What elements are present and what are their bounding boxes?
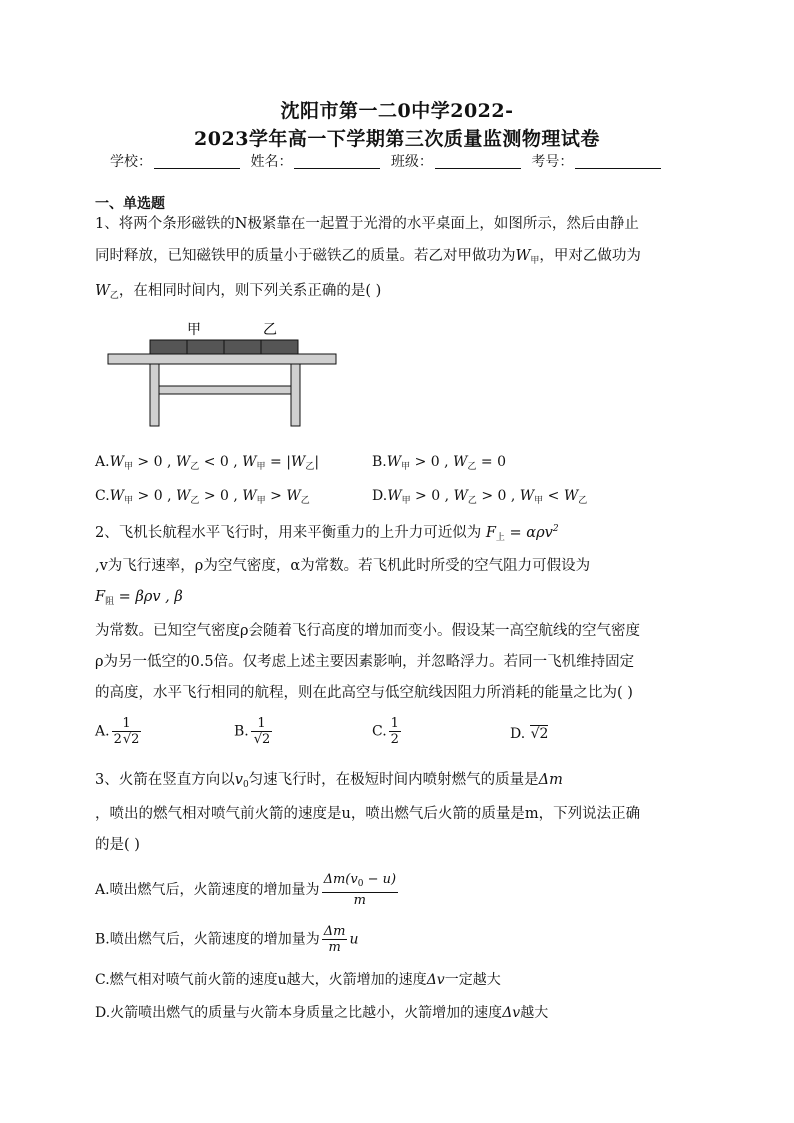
figure-label-jia: 甲 — [187, 322, 201, 338]
q3-line1: 3、火箭在竖直方向以$v_0$匀速飞行时，在极短时间内喷射燃气的质量是Δm — [95, 772, 563, 790]
table-top — [108, 354, 336, 364]
exam-title-line1: 沈阳市第一二0中学2022- — [280, 100, 514, 122]
magnet-table-figure — [105, 320, 340, 432]
name-blank[interactable] — [294, 154, 380, 169]
student-info-line — [110, 151, 710, 171]
q3-option-d[interactable]: D.火箭喷出燃气的质量与火箭本身质量之比越小，火箭增加的速度Δv越大 — [95, 1005, 549, 1021]
name-label: 姓名： — [250, 154, 293, 170]
q2-line4: 为常数。已知空气密度ρ会随着飞行高度的增加而变小。假设某一高空航线的空气密度 — [95, 623, 641, 639]
q2-line2: ,v为飞行速率，ρ为空气密度，α为常数。若飞机此时所受的空气阻力可假设为 — [95, 558, 591, 574]
q1-option-c[interactable]: $C.W_甲 > 0$ , $W_乙 > 0$ , $W_甲 > W_乙$ — [95, 488, 310, 506]
school-label: 学校： — [110, 154, 152, 170]
q2-option-b[interactable]: B. $\frac{1}{√2}$ — [234, 716, 271, 747]
table-crossbar — [159, 386, 291, 394]
class-label: 班级： — [390, 154, 433, 170]
q2-option-c[interactable]: C. $\frac{1}{2}$ — [372, 716, 399, 747]
q3-line2: ，喷出的燃气相对喷气前火箭的速度是u，喷出燃气后火箭的质量是m，下列说法正确 — [95, 806, 641, 822]
formula-w-jia: $W_甲$ — [515, 248, 540, 266]
q2-line1: 2、飞机长航程水平飞行时，用来平衡重力的上升力可近似为 $F_上 = \alpha\rho v^2$ — [95, 524, 559, 543]
q1-option-a[interactable]: $A.W_甲 > 0$ , $W_乙 < 0$ , $W_甲 = |W_乙|$ — [95, 454, 320, 472]
table-leg-left — [150, 364, 159, 426]
exam-number-label: 考号： — [531, 154, 574, 170]
formula-drag: $F_阻 = \beta\rho v$ , β — [95, 589, 183, 607]
class-blank[interactable] — [435, 154, 521, 169]
q1-option-d[interactable]: $D.W_甲 > 0$ , $W_乙 > 0$ , $W_甲 < W_乙$ — [372, 488, 588, 506]
q3-option-a[interactable]: A.喷出燃气后，火箭速度的增加量为 $\frac{\Delta m(v_0 - u)}{m}$ — [95, 872, 397, 908]
formula-w-yi: $W_乙$ — [95, 283, 119, 301]
q2-line5: ρ为另一低空的0.5倍。仅考虑上述主要因素影响，并忽略浮力。若同一飞机维持固定 — [95, 654, 635, 670]
q2-option-a[interactable]: A. $\frac{1}{2√2}$ — [95, 716, 140, 747]
school-blank[interactable] — [154, 154, 240, 169]
table-leg-right — [291, 364, 300, 426]
figure-label-yi: 乙 — [263, 322, 277, 338]
section-heading: 一、单选题 — [95, 196, 165, 212]
exam-title-line2: 2023学年高一下学期第三次质量监测物理试卷 — [194, 128, 600, 150]
q1-line2: 同时释放，已知磁铁甲的质量小于磁铁乙的质量。若乙对甲做功为$W_甲$，甲对乙做功为 — [95, 248, 641, 266]
q1-option-b[interactable]: $B.W_甲 > 0$ , $W_乙 = 0$ — [372, 454, 506, 472]
q2-line3 — [95, 587, 183, 612]
exam-number-blank[interactable] — [575, 154, 661, 169]
q3-option-b[interactable]: B.喷出燃气后，火箭速度的增加量为 $\frac{\Delta m}{m}$ u — [95, 924, 359, 955]
formula-lift: $F_上 = \alpha\rho v^2$ — [485, 524, 559, 543]
q2-option-d[interactable]: D. √2 — [510, 726, 549, 742]
q1-line1: 1、将两个条形磁铁的N极紧靠在一起置于光滑的水平桌面上，如图所示，然后由静止 — [95, 216, 639, 232]
q3-line3: 的是( ) — [95, 837, 140, 853]
q3-option-c[interactable]: C.燃气相对喷气前火箭的速度u越大，火箭增加的速度Δv一定越大 — [95, 972, 501, 988]
q2-line6: 的高度，水平飞行相同的航程，则在此高空与低空航线因阻力所消耗的能量之比为( ) — [95, 685, 633, 701]
q1-line3: $W_乙$，在相同时间内，则下列关系正确的是( ) — [95, 283, 382, 301]
